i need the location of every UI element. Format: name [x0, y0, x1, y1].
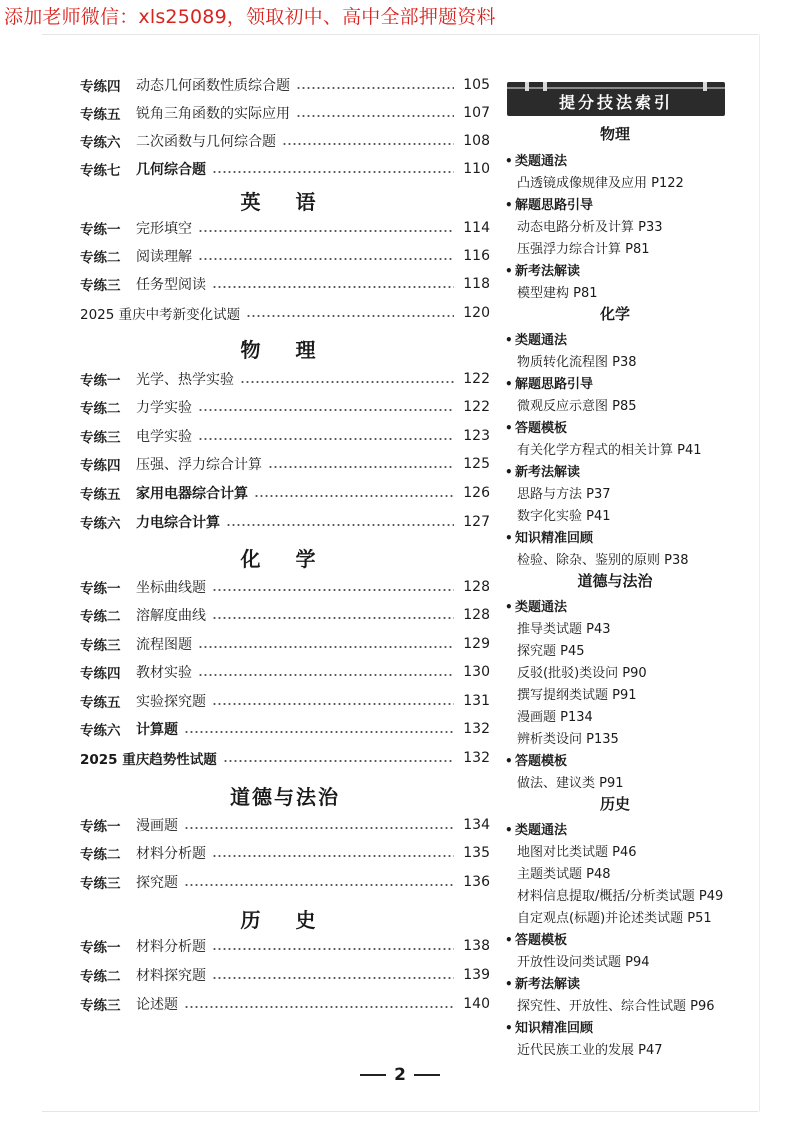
toc-code: 专练一: [80, 373, 121, 389]
banner-title: 提分技法索引: [558, 93, 673, 112]
index-category: [505, 596, 567, 615]
leader-dots: [212, 977, 454, 979]
toc-title: 材料探究题: [136, 968, 206, 984]
category-label: 解题思路引导: [515, 198, 594, 213]
toc-title: 几何综合题: [136, 162, 206, 178]
index-subject-history: 历史: [599, 795, 630, 813]
toc-row[interactable]: [80, 129, 490, 153]
index-item[interactable]: 思路与方法 P37: [517, 487, 611, 502]
toc-title: 漫画题: [136, 818, 178, 834]
bullet-icon: •: [505, 377, 513, 391]
leader-dots: [254, 495, 454, 497]
leader-dots: [282, 143, 454, 145]
index-category: [505, 527, 593, 546]
index-item[interactable]: 近代民族工业的发展 P47: [517, 1043, 663, 1058]
leader-dots: [198, 258, 454, 260]
toc-code: 专练二: [80, 401, 121, 417]
toc-row[interactable]: [80, 717, 490, 741]
leader-dots: [226, 524, 454, 526]
leader-dots: [184, 827, 454, 829]
toc-title: 材料分析题: [136, 846, 206, 862]
toc-title: 电学实验: [136, 429, 192, 445]
toc-row[interactable]: [80, 870, 490, 894]
toc-row[interactable]: [80, 632, 490, 656]
toc-code: 专练四: [80, 666, 121, 682]
toc-page: 105: [463, 77, 490, 93]
leader-dots: [246, 315, 454, 317]
index-item[interactable]: 压强浮力综合计算 P81: [517, 242, 650, 257]
toc-row[interactable]: [80, 813, 490, 837]
index-item[interactable]: 推导类试题 P43: [517, 622, 611, 637]
toc-code: 专练五: [80, 487, 121, 503]
toc-row[interactable]: [80, 746, 490, 770]
index-item[interactable]: 做法、建议类 P91: [517, 776, 624, 791]
index-category: [505, 150, 567, 169]
toc-row[interactable]: [80, 481, 490, 505]
leader-dots: [212, 286, 454, 288]
toc-title: 力学实验: [136, 400, 192, 416]
toc-title: 探究题: [136, 875, 178, 891]
toc-page: 128: [463, 607, 490, 623]
leader-dots: [296, 87, 454, 89]
category-label: 答题模板: [515, 754, 568, 769]
toc-title: 教材实验: [136, 665, 192, 681]
category-label: 新考法解读: [515, 264, 581, 279]
toc-title: 任务型阅读: [136, 277, 206, 293]
index-item[interactable]: 撰写提纲类试题 P91: [517, 688, 637, 703]
page-footer: [0, 1065, 800, 1085]
leader-dots: [212, 703, 454, 705]
toc-page: 138: [463, 938, 490, 954]
toc-page: 122: [463, 371, 490, 387]
toc-page: 140: [463, 996, 490, 1012]
bullet-icon: •: [505, 977, 513, 991]
toc-row[interactable]: [80, 603, 490, 627]
toc-title: 二次函数与几何综合题: [136, 134, 276, 150]
leader-dots: [240, 381, 454, 383]
bullet-icon: •: [505, 465, 513, 479]
index-item[interactable]: 材料信息提取/概括/分析类试题 P49: [517, 889, 724, 904]
index-item[interactable]: 开放性设问类试题 P94: [517, 955, 650, 970]
leader-dots: [212, 617, 454, 619]
toc-row[interactable]: [80, 101, 490, 125]
toc-page: 114: [463, 220, 490, 236]
index-category: [505, 750, 567, 769]
toc-row[interactable]: [80, 575, 490, 599]
index-item[interactable]: 辨析类设问 P135: [517, 732, 619, 747]
toc-row[interactable]: [80, 395, 490, 419]
index-item[interactable]: 地图对比类试题 P46: [517, 845, 637, 860]
toc-row[interactable]: [80, 367, 490, 391]
index-subject-physics: 物理: [599, 125, 630, 143]
page-border: [42, 34, 758, 35]
toc-page: 123: [463, 428, 490, 444]
index-item[interactable]: 探究性、开放性、综合性试题 P96: [517, 999, 715, 1014]
toc-page: 127: [463, 514, 490, 530]
bullet-icon: •: [505, 1021, 513, 1035]
toc-row[interactable]: [80, 301, 490, 325]
toc-row[interactable]: [80, 424, 490, 448]
toc-title: 计算题: [136, 722, 178, 738]
bullet-icon: •: [505, 154, 513, 168]
toc-row[interactable]: [80, 660, 490, 684]
bullet-icon: •: [505, 333, 513, 347]
toc-code: 专练六: [80, 516, 121, 532]
index-category: [505, 417, 567, 436]
leader-dots: [198, 438, 454, 440]
toc-title: 压强、浮力综合计算: [136, 457, 262, 473]
toc-page: 125: [463, 456, 490, 472]
toc-row[interactable]: [80, 272, 490, 296]
leader-dots: [223, 760, 454, 762]
footer-dash: [360, 1074, 386, 1076]
toc-title: 力电综合计算: [136, 515, 220, 531]
toc-code: 专练三: [80, 998, 121, 1014]
category-label: 新考法解读: [515, 465, 581, 480]
toc-code: 专练二: [80, 969, 121, 985]
category-label: 答题模板: [515, 933, 568, 948]
toc-title: 材料分析题: [136, 939, 206, 955]
toc-row[interactable]: [80, 73, 490, 97]
leader-dots: [184, 1006, 454, 1008]
toc-code: 专练一: [80, 222, 121, 238]
footer-dash: [414, 1074, 440, 1076]
toc-page: 126: [463, 485, 490, 501]
category-label: 新考法解读: [515, 977, 581, 992]
toc-code: 专练四: [80, 458, 121, 474]
toc-page: 132: [463, 750, 490, 766]
toc-page: 120: [463, 305, 490, 321]
toc-title: 锐角三角函数的实际应用: [136, 106, 290, 122]
category-label: 类题通法: [515, 333, 568, 348]
category-label: 类题通法: [515, 823, 568, 838]
toc-page: 136: [463, 874, 490, 890]
index-category: [505, 1017, 593, 1036]
bullet-icon: •: [505, 421, 513, 435]
toc-page: 139: [463, 967, 490, 983]
bullet-icon: •: [505, 264, 513, 278]
index-item[interactable]: 微观反应示意图 P85: [517, 399, 637, 414]
leader-dots: [184, 884, 454, 886]
index-item[interactable]: 动态电路分析及计算 P33: [517, 220, 663, 235]
leader-dots: [212, 589, 454, 591]
leader-dots: [296, 115, 454, 117]
toc-title: 流程图题: [136, 637, 192, 653]
toc-row[interactable]: [80, 244, 490, 268]
toc-page: 110: [463, 161, 490, 177]
category-label: 知识精准回顾: [515, 531, 594, 546]
toc-row[interactable]: [80, 689, 490, 713]
toc-page: 130: [463, 664, 490, 680]
toc-row[interactable]: [80, 992, 490, 1016]
toc-title: 2025 重庆中考新变化试题: [80, 307, 241, 323]
toc-page: 132: [463, 721, 490, 737]
page-border: [42, 1111, 758, 1112]
toc-code: 专练三: [80, 638, 121, 654]
toc-code: 专练七: [80, 163, 121, 179]
page-number: 2: [394, 1065, 406, 1085]
toc-code: 专练三: [80, 430, 121, 446]
bullet-icon: •: [505, 531, 513, 545]
index-category: [505, 373, 593, 392]
page-border: [759, 34, 760, 1112]
index-item[interactable]: 自定观点(标题)并论述类试题 P51: [517, 911, 712, 926]
toc-code: 专练一: [80, 819, 121, 835]
toc-page: 118: [463, 276, 490, 292]
toc-row[interactable]: [80, 510, 490, 534]
toc-row[interactable]: [80, 216, 490, 240]
index-category: [505, 819, 567, 838]
toc-code: 专练四: [80, 79, 121, 95]
index-item[interactable]: 有关化学方程式的相关计算 P41: [517, 443, 702, 458]
category-label: 类题通法: [515, 154, 568, 169]
leader-dots: [212, 948, 454, 950]
toc-row[interactable]: [80, 841, 490, 865]
toc-code: 专练五: [80, 695, 121, 711]
bullet-icon: •: [505, 823, 513, 837]
index-item[interactable]: 探究题 P45: [517, 644, 585, 659]
toc-code: 专练一: [80, 581, 121, 597]
toc-code: 专练六: [80, 723, 121, 739]
leader-dots: [268, 466, 454, 468]
toc-title: 实验探究题: [136, 694, 206, 710]
toc-title: 坐标曲线题: [136, 580, 206, 596]
toc-page: 129: [463, 636, 490, 652]
toc-code: 专练二: [80, 250, 121, 266]
toc-title: 完形填空: [136, 221, 192, 237]
toc-title: 溶解度曲线: [136, 608, 206, 624]
leader-dots: [198, 674, 454, 676]
section-heading-chemistry: 化 学: [240, 547, 330, 571]
index-item[interactable]: 检验、除杂、鉴别的原则 P38: [517, 553, 689, 568]
section-heading-morality: 道德与法治: [230, 785, 340, 809]
toc-code: 专练二: [80, 609, 121, 625]
toc-title: 论述题: [136, 997, 178, 1013]
index-item[interactable]: 反驳(批驳)类设问 P90: [517, 666, 647, 681]
index-item[interactable]: 数字化实验 P41: [517, 509, 611, 524]
category-label: 类题通法: [515, 600, 568, 615]
index-category: [505, 929, 567, 948]
index-category: [505, 260, 580, 279]
section-heading-history: 历 史: [240, 908, 330, 932]
toc-title: 阅读理解: [136, 249, 192, 265]
toc-title: 光学、热学实验: [136, 372, 234, 388]
toc-page: 107: [463, 105, 490, 121]
index-item[interactable]: 主题类试题 P48: [517, 867, 611, 882]
watermark-text: 添加老师微信：xls25089，领取初中、高中全部押题资料: [4, 6, 496, 28]
index-subject-chemistry: 化学: [599, 305, 630, 323]
toc-page: 116: [463, 248, 490, 264]
bullet-icon: •: [505, 754, 513, 768]
index-category: [505, 461, 580, 480]
index-banner: [507, 82, 725, 116]
toc-row[interactable]: [80, 157, 490, 181]
section-heading-english: 英 语: [240, 190, 330, 214]
toc-row[interactable]: [80, 963, 490, 987]
index-item[interactable]: 模型建构 P81: [517, 286, 598, 301]
index-category: [505, 329, 567, 348]
toc-page: 134: [463, 817, 490, 833]
leader-dots: [184, 731, 454, 733]
leader-dots: [198, 230, 454, 232]
index-item[interactable]: 漫画题 P134: [517, 710, 593, 725]
toc-code: 专练三: [80, 876, 121, 892]
index-subject-morality: 道德与法治: [577, 572, 653, 590]
index-category: [505, 973, 580, 992]
toc-code: 专练五: [80, 107, 121, 123]
bullet-icon: •: [505, 600, 513, 614]
index-item[interactable]: 凸透镜成像规律及应用 P122: [517, 176, 684, 191]
toc-title: 家用电器综合计算: [136, 486, 248, 502]
category-label: 解题思路引导: [515, 377, 594, 392]
toc-code: 专练三: [80, 278, 121, 294]
category-label: 知识精准回顾: [515, 1021, 594, 1036]
leader-dots: [212, 171, 454, 173]
toc-row[interactable]: [80, 452, 490, 476]
leader-dots: [212, 855, 454, 857]
bullet-icon: •: [505, 198, 513, 212]
category-label: 答题模板: [515, 421, 568, 436]
toc-page: 122: [463, 399, 490, 415]
toc-code: 专练一: [80, 940, 121, 956]
banner-stripe: [507, 87, 725, 89]
toc-title: 动态几何函数性质综合题: [136, 78, 290, 94]
index-category: [505, 194, 593, 213]
leader-dots: [198, 646, 454, 648]
toc-page: 135: [463, 845, 490, 861]
toc-page: 108: [463, 133, 490, 149]
toc-title: 2025 重庆趋势性试题: [80, 752, 217, 768]
toc-page: 131: [463, 693, 490, 709]
toc-code: 专练六: [80, 135, 121, 151]
leader-dots: [198, 409, 454, 411]
toc-row[interactable]: [80, 934, 490, 958]
toc-page: 128: [463, 579, 490, 595]
toc-code: 专练二: [80, 847, 121, 863]
section-heading-physics: 物 理: [240, 338, 330, 362]
bullet-icon: •: [505, 933, 513, 947]
index-item[interactable]: 物质转化流程图 P38: [517, 355, 637, 370]
